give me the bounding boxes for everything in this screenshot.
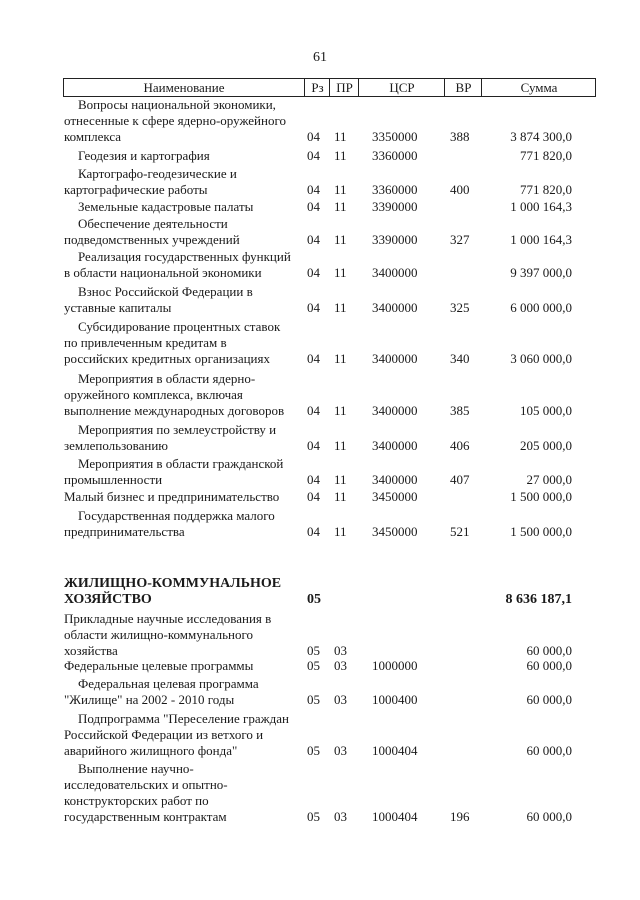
- cell-vr: 325: [450, 300, 470, 315]
- cell-sum: 8 636 187,1: [505, 592, 572, 607]
- cell-vr: 385: [450, 403, 470, 418]
- cell-sum: 771 820,0: [520, 182, 572, 197]
- cell-rz: 04: [307, 524, 320, 539]
- cell-sum: 6 000 000,0: [510, 300, 572, 315]
- cell-rz: 04: [307, 148, 320, 163]
- cell-sum: 9 397 000,0: [510, 265, 572, 280]
- row-name-line: оружейного комплекса, включая: [64, 387, 243, 402]
- row-name-line: Взнос Российской Федерации в: [78, 284, 253, 299]
- row-name-line: промышленности: [64, 472, 163, 487]
- cell-rz: 04: [307, 265, 320, 280]
- cell-rz: 04: [307, 403, 320, 418]
- cell-csr: 3390000: [372, 199, 418, 214]
- row-name: [64, 576, 296, 608]
- table-row: [0, 216, 640, 248]
- cell-sum: 771 820,0: [520, 148, 572, 163]
- table-row: [0, 249, 640, 281]
- table-row: [0, 199, 640, 215]
- cell-pr: 11: [334, 524, 347, 539]
- row-name-line: Мероприятия в области ядерно-: [78, 371, 256, 386]
- cell-csr: 3400000: [372, 300, 418, 315]
- cell-vr: 406: [450, 438, 470, 453]
- cell-pr: 11: [334, 403, 347, 418]
- row-name-line: Земельные кадастровые палаты: [78, 199, 254, 214]
- table-row: [0, 422, 640, 454]
- cell-rz: 04: [307, 300, 320, 315]
- row-name-line: Мероприятия по землеустройству и: [78, 422, 277, 437]
- table-row: [0, 676, 640, 708]
- row-name-line: комплекса: [64, 129, 122, 144]
- row-name: [64, 284, 296, 316]
- cell-pr: 11: [334, 232, 347, 247]
- table-row: [0, 658, 640, 674]
- cell-vr: 400: [450, 182, 470, 197]
- cell-rz: 05: [307, 809, 320, 824]
- row-name-line: Федеральная целевая программа: [78, 676, 259, 691]
- cell-csr: 1000400: [372, 692, 418, 707]
- table-row: [0, 508, 640, 540]
- row-name-line: уставные капиталы: [64, 300, 172, 315]
- cell-csr: 3400000: [372, 265, 418, 280]
- row-name-line: Обеспечение деятельности: [78, 216, 228, 231]
- cell-pr: 03: [334, 743, 347, 758]
- row-name-line: Мероприятия в области гражданской: [78, 456, 284, 471]
- table-row: [0, 319, 640, 367]
- cell-csr: 1000404: [372, 743, 418, 758]
- cell-sum: 205 000,0: [520, 438, 572, 453]
- row-name-line: выполнение международных договоров: [64, 403, 285, 418]
- row-name-line: Картографо-геодезические и: [78, 166, 237, 181]
- cell-csr: 3350000: [372, 129, 418, 144]
- row-name-line: отнесенные к сфере ядерно-оружейного: [64, 113, 286, 128]
- cell-rz: 04: [307, 472, 320, 487]
- cell-pr: 11: [334, 182, 347, 197]
- cell-sum: 60 000,0: [526, 643, 572, 658]
- row-name-line: подведомственных учреждений: [64, 232, 240, 247]
- cell-vr: 196: [450, 809, 470, 824]
- row-name-line: Федеральные целевые программы: [64, 658, 254, 673]
- column-header-sum: Сумма: [481, 79, 596, 96]
- row-name: [64, 216, 296, 248]
- row-name-line: Геодезия и картография: [78, 148, 210, 163]
- cell-pr: 11: [334, 148, 347, 163]
- cell-pr: 11: [334, 265, 347, 280]
- cell-sum: 1 000 164,3: [510, 232, 572, 247]
- cell-sum: 60 000,0: [526, 658, 572, 673]
- cell-pr: 03: [334, 643, 347, 658]
- row-name-line: Субсидирование процентных ставок: [78, 319, 281, 334]
- cell-vr: 407: [450, 472, 470, 487]
- cell-rz: 04: [307, 351, 320, 366]
- row-name-line: Подпрограмма "Переселение граждан: [78, 711, 289, 726]
- row-name: [64, 711, 296, 759]
- cell-csr: 3450000: [372, 489, 418, 504]
- cell-rz: 04: [307, 438, 320, 453]
- cell-rz: 05: [307, 643, 320, 658]
- row-name-line: картографические работы: [64, 182, 208, 197]
- row-name-line: Российской Федерации из ветхого и: [64, 727, 264, 742]
- cell-rz: 04: [307, 129, 320, 144]
- cell-rz: 04: [307, 182, 320, 197]
- cell-rz: 05: [307, 658, 320, 673]
- row-name: [64, 456, 296, 488]
- cell-pr: 11: [334, 489, 347, 504]
- row-name-line: аварийного жилищного фонда": [64, 743, 238, 758]
- cell-pr: 03: [334, 809, 347, 824]
- cell-sum: 105 000,0: [520, 403, 572, 418]
- table-row: [0, 97, 640, 145]
- table-header: [63, 78, 596, 97]
- table-row: [0, 761, 640, 825]
- table-row: [0, 371, 640, 419]
- cell-rz: 05: [307, 592, 321, 607]
- cell-vr: 327: [450, 232, 470, 247]
- cell-sum: 27 000,0: [526, 472, 572, 487]
- cell-csr: 3400000: [372, 403, 418, 418]
- row-name: [64, 166, 296, 198]
- column-header-vr: ВР: [444, 79, 482, 96]
- row-name: [64, 658, 296, 674]
- cell-pr: 11: [334, 438, 347, 453]
- row-name-line: ХОЗЯЙСТВО: [64, 592, 152, 607]
- cell-sum: 1 500 000,0: [510, 489, 572, 504]
- cell-vr: 340: [450, 351, 470, 366]
- cell-sum: 1 000 164,3: [510, 199, 572, 214]
- cell-pr: 03: [334, 658, 347, 673]
- row-name-line: конструкторских работ по: [64, 793, 209, 808]
- cell-csr: 3400000: [372, 351, 418, 366]
- cell-csr: 3390000: [372, 232, 418, 247]
- row-name-line: Вопросы национальной экономики,: [78, 97, 276, 112]
- row-name: [64, 508, 296, 540]
- cell-sum: 1 500 000,0: [510, 524, 572, 539]
- row-name-line: в области национальной экономики: [64, 265, 262, 280]
- row-name: [64, 97, 296, 145]
- column-header-name: Наименование: [143, 80, 225, 95]
- table-row: [0, 166, 640, 198]
- cell-sum: 60 000,0: [526, 692, 572, 707]
- row-name-line: Прикладные научные исследования в: [64, 611, 272, 626]
- cell-csr: 3450000: [372, 524, 418, 539]
- row-name-line: землепользованию: [64, 438, 169, 453]
- column-header-pr: ПР: [329, 79, 359, 96]
- cell-pr: 11: [334, 472, 347, 487]
- cell-rz: 04: [307, 199, 320, 214]
- row-name-line: предпринимательства: [64, 524, 185, 539]
- row-name: [64, 249, 296, 281]
- row-name: [64, 676, 296, 708]
- row-name-line: области жилищно-коммунального: [64, 627, 253, 642]
- row-name: [64, 319, 296, 367]
- row-name-line: исследовательских и опытно-: [64, 777, 228, 792]
- row-name-line: Выполнение научно-: [78, 761, 194, 776]
- row-name: [64, 489, 296, 505]
- row-name: [64, 761, 296, 825]
- row-name-line: Государственная поддержка малого: [78, 508, 275, 523]
- row-name-line: хозяйства: [64, 643, 118, 658]
- cell-vr: 388: [450, 129, 470, 144]
- cell-sum: 60 000,0: [526, 743, 572, 758]
- table-row: [0, 456, 640, 488]
- row-name-line: Малый бизнес и предпринимательство: [64, 489, 280, 504]
- table-row: [0, 489, 640, 505]
- column-header-csr: ЦСР: [358, 79, 445, 96]
- row-name-line: по привлеченным кредитам в: [64, 335, 227, 350]
- row-name: [64, 422, 296, 454]
- page-number: 61: [313, 50, 327, 65]
- cell-csr: 1000404: [372, 809, 418, 824]
- row-name-line: ЖИЛИЩНО-КОММУНАЛЬНОЕ: [64, 576, 282, 591]
- cell-rz: 05: [307, 743, 320, 758]
- cell-pr: 11: [334, 199, 347, 214]
- row-name-line: "Жилище" на 2002 - 2010 годы: [64, 692, 235, 707]
- cell-vr: 521: [450, 524, 470, 539]
- column-header-rz: Рз: [304, 79, 330, 96]
- row-name: [64, 611, 296, 659]
- cell-sum: 3 060 000,0: [510, 351, 572, 366]
- cell-csr: 1000000: [372, 658, 418, 673]
- table-row: [0, 611, 640, 659]
- row-name: [64, 148, 296, 164]
- row-name-line: Реализация государственных функций: [78, 249, 291, 264]
- cell-pr: 11: [334, 129, 347, 144]
- row-name-line: государственным контрактам: [64, 809, 227, 824]
- table-row: [0, 576, 640, 608]
- cell-csr: 3360000: [372, 148, 418, 163]
- cell-sum: 60 000,0: [526, 809, 572, 824]
- cell-rz: 05: [307, 692, 320, 707]
- cell-sum: 3 874 300,0: [510, 129, 572, 144]
- table-row: [0, 284, 640, 316]
- cell-pr: 11: [334, 300, 347, 315]
- cell-rz: 04: [307, 489, 320, 504]
- table-row: [0, 711, 640, 759]
- cell-pr: 03: [334, 692, 347, 707]
- table-row: [0, 148, 640, 164]
- row-name: [64, 371, 296, 419]
- cell-csr: 3400000: [372, 438, 418, 453]
- cell-csr: 3400000: [372, 472, 418, 487]
- cell-rz: 04: [307, 232, 320, 247]
- cell-pr: 11: [334, 351, 347, 366]
- row-name: [64, 199, 296, 215]
- cell-csr: 3360000: [372, 182, 418, 197]
- row-name-line: российских кредитных организациях: [64, 351, 270, 366]
